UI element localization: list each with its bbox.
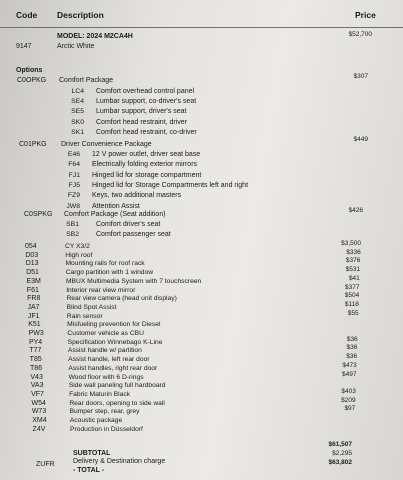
package-item-code: SK0 — [71, 118, 84, 126]
total-label: - TOTAL - — [73, 467, 105, 474]
subtotal-label: SUBTOTAL — [73, 450, 111, 457]
header-code: Code — [16, 10, 38, 20]
option-price: $36 — [346, 335, 358, 343]
option-price: $336 — [346, 248, 361, 256]
package-item-code: SE5 — [71, 108, 84, 116]
package-item-desc: Hinged lid for storage compartment — [92, 171, 202, 179]
package-code: C0OPKG — [17, 77, 47, 84]
package-item-code: SB1 — [66, 221, 79, 228]
total-value: $63,802 — [328, 459, 352, 466]
option-price: $118 — [344, 300, 359, 308]
header-rule — [0, 27, 403, 28]
package-item-desc: Lumbar support, driver's seat — [96, 108, 187, 116]
option-desc: Wood floor with 6 D-rings — [68, 373, 144, 381]
option-desc: Rain sensor — [66, 312, 103, 320]
option-desc: CY X3/2 — [65, 243, 90, 250]
package-item-code: F64 — [68, 161, 80, 169]
option-code: E3M — [26, 277, 41, 285]
package-item-desc: Hinged lid for Storage Compartments left and right — [92, 181, 249, 189]
option-price: $377 — [345, 283, 360, 291]
option-code: FR8 — [27, 295, 41, 303]
option-price: $473 — [342, 361, 357, 369]
option-desc: Fabric Maturin Black — [69, 390, 131, 398]
option-code: 054 — [25, 243, 37, 250]
option-desc: MBUX Multimedia System with 7 touchscreen — [65, 277, 202, 285]
option-price: $376 — [345, 257, 361, 265]
package-item-desc: Keys, two additional masters — [92, 192, 182, 200]
option-desc: Interior rear view mirror — [66, 286, 136, 294]
option-code: W54 — [31, 399, 46, 407]
option-desc: Assist handle w/ partition — [67, 347, 142, 355]
color-code: 9147 — [16, 43, 32, 50]
model-price: $52,700 — [348, 31, 372, 38]
package-item-desc: Comfort overhead control panel — [96, 88, 195, 95]
option-desc: Bumper step, rear, grey — [69, 408, 140, 416]
delivery-code: ZUFR — [36, 461, 55, 468]
option-desc: High roof — [65, 251, 93, 259]
option-code: XM4 — [32, 417, 47, 424]
subtotal-value: $61,507 — [328, 441, 352, 448]
package-item-desc: Comfort passenger seat — [96, 231, 171, 238]
option-code: PY4 — [28, 338, 43, 346]
option-price: $41 — [348, 274, 360, 282]
package-name: Comfort Package (Seat addition) — [64, 211, 166, 218]
option-code: JA7 — [27, 303, 40, 311]
option-desc: Mounting rails for roof rack — [65, 260, 145, 268]
option-code: T85 — [29, 356, 42, 364]
option-desc: Acoustic package — [69, 417, 123, 424]
package-item-code: LC4 — [71, 88, 84, 95]
option-code: D13 — [25, 260, 39, 268]
header-description: Description — [57, 10, 104, 20]
option-code: W73 — [31, 408, 47, 416]
package-item-code: JW8 — [66, 202, 80, 210]
option-code: VF7 — [31, 390, 44, 398]
option-code: T77 — [29, 347, 42, 355]
package-price: $426 — [348, 207, 363, 214]
package-price: $307 — [353, 73, 368, 80]
package-item-desc: 12 V power outlet, driver seat base — [92, 151, 201, 158]
option-price: $36 — [346, 353, 358, 361]
option-code: K51 — [28, 321, 41, 329]
package-item-code: SE4 — [71, 98, 84, 106]
color-name: Arctic White — [57, 43, 95, 50]
option-desc: Specification Winnebago K-Line — [67, 338, 163, 346]
option-price: $403 — [341, 387, 356, 395]
option-price: $55 — [347, 309, 359, 317]
option-desc: Rear view camera (head unit display) — [66, 295, 177, 303]
option-code: D03 — [25, 251, 39, 259]
option-code: Z4V — [32, 425, 46, 433]
option-price: $97 — [344, 405, 356, 413]
option-price: $3,500 — [341, 240, 361, 247]
package-item-desc: Comfort head restraint, co-driver — [96, 128, 197, 136]
option-code: PW3 — [28, 330, 44, 337]
option-code: V43 — [30, 373, 43, 381]
option-desc: Cargo partition with 1 window — [65, 269, 154, 277]
package-code: C01PKG — [19, 141, 47, 148]
package-item-desc: Comfort head restraint, driver — [96, 118, 188, 126]
model-label: MODEL: 2024 M2CA4H — [57, 33, 133, 40]
option-code: JF1 — [27, 312, 40, 320]
package-item-code: SK1 — [71, 128, 84, 136]
option-desc: Rear doors, opening to side wall — [69, 399, 165, 407]
package-item-code: SB2 — [66, 231, 79, 238]
package-name: Driver Convenience Package — [61, 141, 152, 148]
option-price: $531 — [345, 266, 361, 274]
options-label: Options — [16, 67, 43, 74]
delivery-value: $2,295 — [332, 450, 352, 457]
option-desc: Side wall paneling full hardboard — [68, 382, 166, 390]
package-item-code: FJ5 — [68, 181, 80, 189]
package-item-code: FZ9 — [67, 192, 80, 200]
option-desc: Assist handle, left rear door — [68, 356, 150, 364]
option-price: $209 — [341, 396, 356, 404]
option-desc: Blind Spot Assist — [66, 303, 117, 311]
package-code: C0SPKG — [24, 211, 53, 218]
package-price: $449 — [353, 136, 368, 143]
option-desc: Customer vehicle as CBU — [67, 330, 144, 337]
option-desc: Assist handles, right rear door — [68, 364, 158, 372]
option-desc: Misfueling prevention for Diesel — [67, 321, 161, 329]
package-item-desc: Lumbar support, co-driver's seat — [96, 98, 197, 106]
package-item-code: E46 — [67, 151, 80, 158]
option-code: VA3 — [30, 382, 44, 390]
option-price: $504 — [344, 292, 360, 300]
package-item-desc: Attention Assist — [92, 202, 140, 210]
package-item-code: FJ1 — [68, 171, 80, 179]
option-price: $497 — [342, 370, 357, 378]
option-code: T86 — [30, 364, 43, 372]
package-name: Comfort Package — [59, 77, 114, 84]
option-code: D51 — [26, 269, 39, 277]
package-item-desc: Comfort driver's seat — [96, 221, 161, 228]
option-code: F61 — [26, 286, 39, 294]
package-item-desc: Electrically folding exterior mirrors — [92, 161, 198, 169]
option-desc: Production in Düsseldorf — [70, 425, 143, 433]
delivery-label: Delivery & Destination charge — [73, 458, 166, 465]
option-price: $36 — [346, 344, 358, 352]
header-price: Price — [355, 10, 376, 20]
